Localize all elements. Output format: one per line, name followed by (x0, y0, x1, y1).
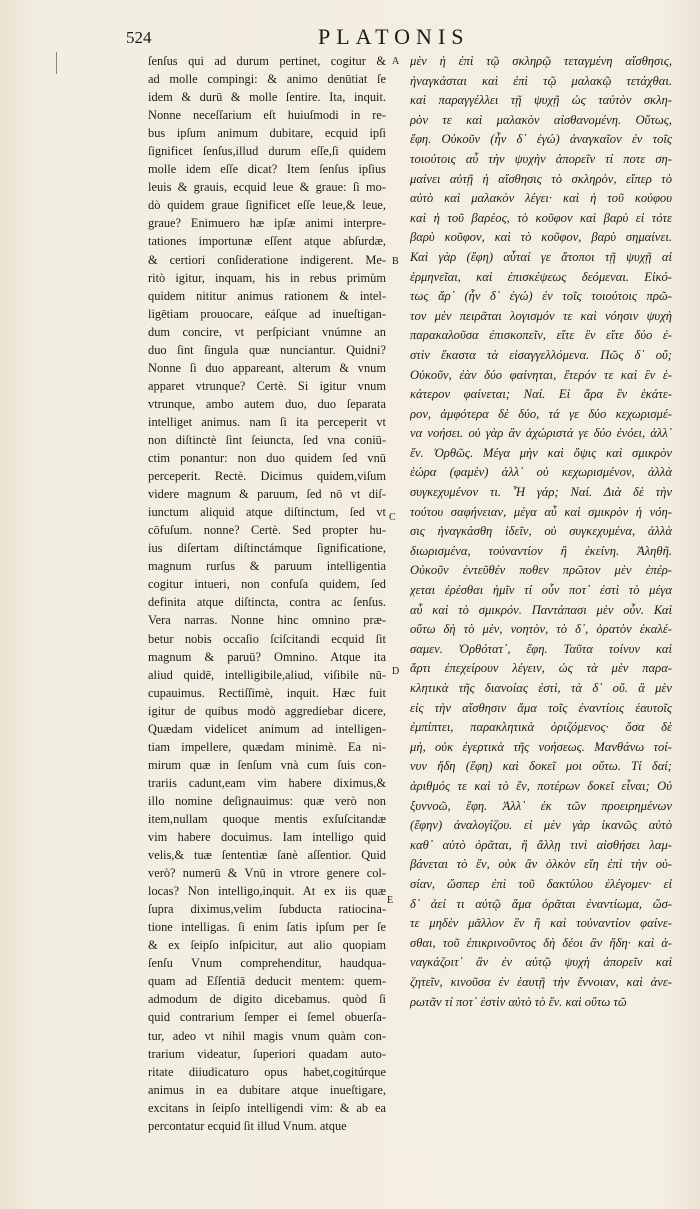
latin-text-line: tiam impellere, quædam minimè. Ea ni- (148, 739, 386, 754)
greek-text-line: ἑρμηνεῖαι, καὶ ἐπισκέψεως δεόμεναι. Εἰκό- (410, 269, 672, 284)
latin-text-line: cōfuſum. nonne? Certè. Sed propter hu- (148, 523, 386, 538)
section-marker-a: A (392, 56, 400, 67)
greek-text-line: ἀριθμός τε καὶ τὸ ἕν, ποτέρων δοκεῖ εἶναι; Οὐ (410, 778, 672, 793)
greek-text-line: σίαν, ὥσπερ ἐπὶ τοῦ δακτύλου ἐλέγομεν· εἰ (410, 876, 672, 891)
latin-text-line: item,nullam quoque mentis exſuſcitandæ (148, 811, 386, 826)
latin-text-line: animus in ea dubitare atque inueſtigare, (148, 1082, 386, 1097)
latin-text-line: verò? numerū & Vnū in vtrore genere col- (148, 866, 386, 881)
greek-text-line: τούτου σαφήνειαν, μέγα αὖ καὶ σμικρὸν ἡ νόη- (410, 504, 672, 519)
greek-text-line: χεται ἐρέσθαι ἡμῖν τί οὖν ποτ᾽ ἐστὶ τὸ μέγα (410, 583, 672, 598)
latin-text-line: ſignificet ſenſus,illud durum eſſe,ſi quidem (148, 144, 386, 159)
greek-text-line: ἑώρα (φαμὲν) ἀλλ᾽ οὐ κεχωρισμένον, ἀλλὰ (410, 465, 672, 480)
greek-text-line: στὶν ἕκαστα τὰ εἰσαγγελλόμενα. Πῶς δ᾽ οὔ; (410, 347, 672, 362)
page-header (0, 24, 700, 54)
greek-text-line: τοιούτοις αὖ τὴν ψυχὴν ἀπορεῖν τί ποτε ση- (410, 151, 672, 166)
greek-text-line: καὶ παραγγέλλει τῇ ψυχῇ ὡς ταὐτὸν σκλη- (410, 93, 672, 108)
latin-text-line: quidem nititur animus rationem & intel- (148, 288, 386, 303)
greek-text-line: οὕτω δὴ τὸ μὲν, νοητὸν, τὸ δ᾽, ὁρατὸν ἐκαλέ- (410, 622, 672, 637)
greek-text-line: βάνεται τὸ ἕν, οὐκ ἂν ὁλκὸν εἴη ἐπὶ τὴν οὐ- (410, 857, 672, 872)
greek-text-line: να νοήσει. οὐ γὰρ ἂν ἀχώριστά γε δύο ἐνόει, ἀλλ᾽ (410, 426, 672, 441)
greek-text-line: (ἔφην) ἀναλογίζου. εἰ μὲν γὰρ ἱκανῶς αὐτὸ (410, 818, 672, 833)
greek-text-line: ζητεῖν, κινοῦσα ἐν ἑαυτῇ τὴν ἔννοιαν, καὶ ἀνε- (410, 974, 672, 989)
section-marker-e: E (387, 895, 394, 906)
greek-text-line: αὖ καὶ τὸ σμικρόν. Παντάπασι μὲν οὖν. Καὶ (410, 602, 672, 617)
latin-text-line: admodum de digito dicebamus. quòd ſi (148, 992, 386, 1007)
greek-text-line: ἔφη. Οὐκοῦν (ἦν δ᾽ ἐγώ) ἀναγκαῖον ἐν τοῖς (410, 132, 672, 147)
latin-text-line: molle idem eſſe dicat? Item ſenſus ipſius (148, 162, 386, 177)
greek-text-line: μαίνει αὐτῇ ἡ αἴσθησις τὸ σκληρὸν, εἴπερ τὸ (410, 171, 672, 186)
latin-text-line: intelliget animus. nam ſi ita perceperit vt (148, 414, 386, 429)
greek-text-line: ἄρτι ἐπεχείρουν λέγειν, ὡς τὰ μὲν παρα- (410, 661, 672, 676)
section-marker-b: B (392, 256, 399, 267)
latin-text-line: magnum rurſus & paruum intelligentia (148, 559, 386, 574)
latin-text-line: betur nobis occaſio ſciſcitandi ecquid ſit (148, 631, 386, 646)
latin-text-line: bus ipſum animum dubitare, ecquid ipſi (148, 126, 386, 141)
greek-text-line: αὐτὸ καὶ μαλακὸν λέγει· καὶ ἡ τοῦ κούφου (410, 191, 672, 206)
running-title: PLATONIS (318, 24, 470, 49)
latin-text-line: ius diſertam diſtinctámque ſignificatione, (148, 541, 386, 556)
latin-text-line: tione intelligas. ſi enim ſatis ipſum per ſe (148, 920, 386, 935)
greek-text-line: ναγκάζοιτ᾽ ἂν ἐν αὐτῷ ψυχὴ ἀπορεῖν καὶ (410, 955, 672, 970)
latin-text-line: ſupra diximus,velim ſubducta ratiocina- (148, 902, 386, 917)
margin-mark (56, 52, 57, 74)
latin-text-line: ad molle compingi: & animo denūtiat ſe (148, 72, 386, 87)
greek-text-line: καθ᾽ αὑτὸ ὁρᾶται, ἢ ἄλλῃ τινὶ αἰσθήσει λαμ- (410, 837, 672, 852)
greek-text-line: ἠναγκάσται καὶ ἐπὶ τῷ μαλακῷ τετάχθαι. (410, 73, 672, 88)
greek-text-line: ρωτᾶν τί ποτ᾽ ἐστὶν αὐτὸ τὸ ἕν. καὶ οὕτω τῶ (410, 994, 627, 1009)
greek-text-line: ρὸν τε καὶ μαλακὸν αἰσθανομένη. Οὕτως, (410, 112, 672, 127)
latin-text-line: & ex ſeipſo inſpicitur, aut alio quopiam (148, 938, 386, 953)
greek-text-line: διωρισμένα, τοὐναντίον ἢ ἐκείνη. Ἀληθῆ. (410, 543, 672, 558)
latin-text-line: quid contrarium ſemper ei ſemel obuerſa- (148, 1010, 386, 1025)
latin-text-line: videre magnum & paruum, ſed nō vt diſ- (148, 487, 386, 502)
latin-text-line: definita atque diſtincta, contra ac ſenſus. (148, 595, 386, 610)
latin-text-line: iunctum aliquid atque diſtinctum, ſed vt (148, 505, 386, 520)
greek-text-line: σαμεν. Ὀρθότατ᾽, ἔφη. Ταῦτα τοίνυν καὶ (410, 641, 672, 656)
section-marker-c: C (389, 512, 396, 523)
greek-text-line: βαρὺ κοῦφον, καὶ τὸ κοῦφον, βαρὺ σημαίνει. (410, 230, 672, 245)
latin-text-line: ſenſus qui ad durum pertinet, cogitur & (148, 54, 386, 68)
greek-text-line: συγκεχυμένον τι. Ἦ γάρ; Ναί. Διὰ δὲ τὴν (410, 485, 672, 500)
greek-text-line: καὶ ἡ τοῦ βαρέος, τὸ κοῦφον καὶ βαρὺ εἰ τότε (410, 210, 672, 225)
latin-text-line: Nonne neceſſarium eſt huiuſmodi in re- (148, 108, 386, 123)
latin-text-line: Nonne ſi duo appareant, alterum & vnum (148, 360, 386, 375)
latin-text-line: duo ſint ſingula quæ nunciantur. Quidni? (148, 342, 386, 357)
latin-text-line: non diſtinctè ſint ſeiuncta, ſed vna coniū- (148, 432, 386, 447)
latin-text-line: ctim ponantur: non duo quidem ſed vnū (148, 451, 386, 466)
greek-text-line: τον μὲν πειρᾶται λογισμόν τε καὶ νόησιν ψυχὴ (410, 308, 672, 323)
latin-text-line: igitur de quibus modò aggrediebar dicere, (148, 703, 386, 718)
greek-text-line: μὴ, οὐκ ἐγερτικὰ τῆς νοήσεως. Μανθάνω τοί- (410, 739, 672, 754)
latin-text-line: tationes importunæ eſſent atque abſurdæ, (148, 234, 386, 249)
latin-text-line: Vera narras. Nonne hinc omnino præ- (148, 613, 386, 628)
greek-text-line: τως ἄρ᾽ (ἦν δ᾽ ἐγώ) ἐν τοῖς τοιούτοις πρῶ- (410, 289, 672, 304)
latin-text-line: velis,& tuæ ſententiæ ſanè aſſentior. Quid (148, 848, 386, 863)
greek-text-line: σις ἠναγκάσθη ἰδεῖν, οὐ συγκεχυμένα, ἀλλὰ (410, 524, 672, 539)
greek-text-line: παρακαλοῦσα ἐπισκοπεῖν, εἴτε ἓν εἴτε δύο ἐ- (410, 328, 672, 343)
greek-text-line: δ᾽ ἀεί τι αὐτῷ ἅμα ὁρᾶται ἐναντίωμα, ὥσ- (410, 896, 672, 911)
latin-text-line: dum concire, vt perſpiciant vnúmne an (148, 324, 386, 339)
latin-text-line: magnum & paruū? Omnino. Atque ita (148, 649, 386, 664)
latin-text-line: ſenſu Vnum comprehenditur, haudqua- (148, 956, 386, 971)
latin-text-line: percontatur ecquid ſit illud Vnum. atque (148, 1118, 347, 1133)
greek-text-line: μὲν ἡ ἐπὶ τῷ σκληρῷ τεταγμένη αἴσθησις, (410, 54, 672, 68)
latin-text-line: tur, adeo vt nihil magis vnum quàm con- (148, 1028, 386, 1043)
latin-text-line: Quædam videlicet animum ad intelligen- (148, 721, 386, 736)
latin-text-line: ritate diiudicaturo opus habet,cogitúrque (148, 1064, 386, 1079)
latin-text-line: ligētiam prouocare, eáſque ad inueſtigan- (148, 306, 386, 321)
latin-text-line: quam ad Eſſentiā deducit mentem: quem- (148, 974, 386, 989)
latin-text-line: vim habere docuimus. Iam intelligo quid (148, 830, 386, 845)
greek-text-line: εἰς τὴν αἴσθησιν ἅμα τοῖς ἐναντίοις ἑαυτοῖς (410, 700, 672, 715)
latin-text-line: trariis cadunt,eam vim habere diximus,& (148, 775, 386, 790)
latin-text-line: cogitur intueri, non confuſa quidem, ſed (148, 577, 386, 592)
greek-text-line: κάτερον φαίνεται; Ναί. Εἰ ἄρα ἓν ἑκάτε- (410, 387, 672, 402)
latin-text-line: perceperit. Rectè. Dicimus quidem,viſum (148, 469, 386, 484)
latin-text-line: apparet vtrunque? Certè. Si igitur vnum (148, 378, 386, 393)
latin-text-line: vtrunque, ambo autem duo, duo ſeparata (148, 396, 386, 411)
page-number: 524 (126, 28, 152, 47)
latin-text-line: & certiori conſideratione indigerent. Me- (148, 252, 386, 267)
latin-text-line: idem & durū & molle ſentire. Ita, inquit. (148, 90, 386, 105)
latin-text-line: excitans in ſeipſo intelligendi vim: & ab ea (148, 1100, 386, 1115)
greek-text-line: ρον, ἀμφότερα δὲ δύο, τά γε δύο κεχωρισμέ- (410, 406, 672, 421)
greek-text-line: ἐμπίπτει, παρακλητικὰ ὁριζόμενος· ὅσα δὲ (410, 720, 672, 735)
greek-text-line: τε μηδὲν μᾶλλον ἓν ἢ καὶ τοὐναντίον φαίνε- (410, 916, 672, 931)
latin-text-line: aliud quidē, intelligibile,aliud, viſibile nū- (148, 667, 386, 682)
greek-text-line: κλητικὰ τῆς διανοίας ἐστὶ, τὰ δ᾽ οὔ. ἃ μὲν (410, 681, 672, 695)
latin-text-line: illo nomine deſignauimus: quæ verò non (148, 793, 386, 808)
latin-text-line: leuis & grauis, ecquid leue & graue: ſi mo- (148, 180, 386, 195)
greek-text-line: ἕν. Ὀρθῶς. Μέγα μὴν καὶ ὄψις καὶ σμικρὸν (410, 445, 672, 460)
latin-text-line: locas? Non intelligo,inquit. At ex iis quæ (148, 884, 386, 899)
latin-text-line: cupauimus. Rectiſſimè, inquit. Hæc fuit (148, 685, 386, 700)
greek-text-line: Οὐκοῦν, ἐὰν δύο φαίνηται, ἕτερόν τε καὶ ἓν ἑ- (410, 367, 672, 382)
greek-text-line: Καὶ γὰρ (ἔφη) αὗταί γε ἄτοποι τῇ ψυχῇ αἱ (410, 249, 672, 264)
latin-text-column (148, 52, 386, 1135)
greek-text-line: σθαι, τοῦ ἐπικρινοῦντος δὴ δέοι ἂν ἤδη· καὶ ἀ- (410, 935, 672, 950)
latin-text-line: ritò igitur, inquam, his in rebus primùm (148, 270, 386, 285)
greek-text-line: Οὐκοῦν ἐντεῦθέν ποθεν πρῶτον μὲν ἐπέρ- (410, 563, 672, 578)
latin-text-line: graue? Enimuero hæ ipſæ animi interpre- (148, 216, 386, 231)
section-marker-d: D (392, 666, 400, 677)
greek-text-line: νυν ἤδη (ἔφη) καὶ δοκεῖ μοι οὕτω. Τί δαί; (410, 759, 672, 774)
latin-text-line: dò quidem graue ſignificet eſſe leue,& leue, (148, 198, 386, 213)
greek-text-column (410, 52, 672, 1012)
latin-text-line: trarium videatur, ſuperiori quadam auto- (148, 1046, 386, 1061)
greek-text-line: ξυννοῶ, ἔφη. Ἀλλ᾽ ἐκ τῶν προειρημένων (410, 798, 672, 813)
latin-text-line: mirum quæ in ſenſum vnà cum ſuis con- (148, 757, 386, 772)
